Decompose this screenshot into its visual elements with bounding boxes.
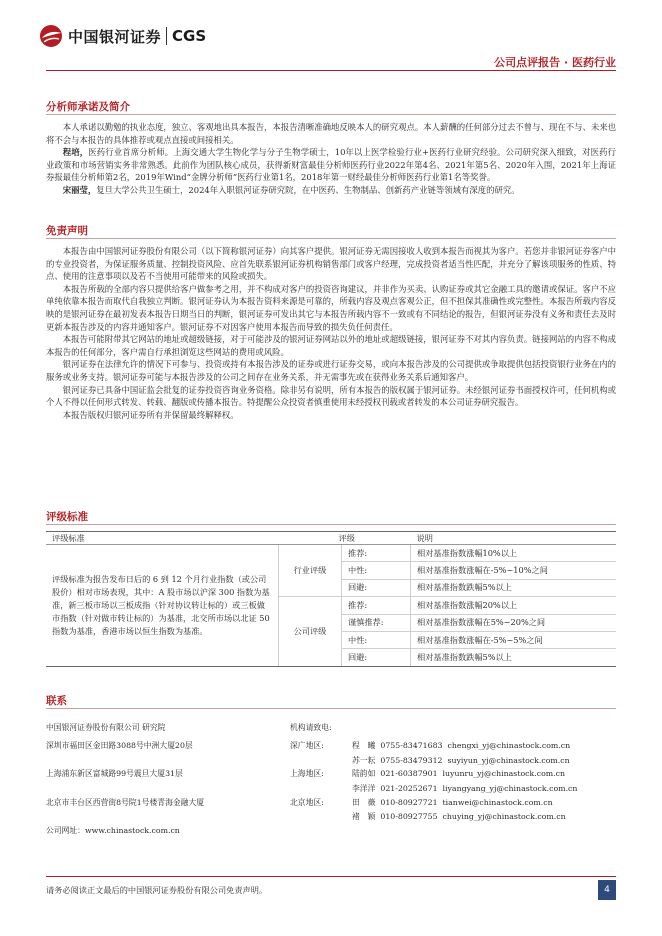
analyst-bio-2 (46, 184, 616, 197)
header-rule (46, 70, 616, 71)
rating-value: 回避: (342, 649, 411, 666)
contact-person (352, 797, 553, 809)
contact-phone: 010-80927721 (380, 798, 438, 807)
address-shanghai: 上海浦东新区富城路99号震旦大厦31层 (46, 769, 183, 778)
disclaimer-para: 本报告由中国银河证券股份有限公司（以下简称银河证券）向其客户提供。银河证券无需因接收人收到本报告而视其为客户。若您并非银河证券客户中的专业投资者，为保证服务质量、控制投资风险、应首先联系银河证券机构销售部门或客户经理，完成投资者适当性匹配，并充分了解该项服务的性质、特点、使用的注意事项以及若不当使用可能带来的风险或损失。 (46, 246, 616, 282)
rating-value: 中性: (342, 562, 411, 579)
rating-description: 相对基准指数涨幅在5%~20%之间 (411, 614, 617, 631)
logo-text-cn: 中国银河证券 (68, 27, 162, 46)
disclaimer-para: 银河证券已具备中国证监会批复的证券投资咨询业务资格。除非另有说明，所有本报告的版权属于银河证券。未经银河证券书面授权许可，任何机构或个人不得以任何形式转发、转载、翻版或传播本报告。特提醒公众投资者慎重使用未经授权刊载或者转发的本公司证券研究报告。 (46, 384, 616, 408)
contact-email[interactable]: suyiyun_yj@chinastock.com.cn (447, 756, 570, 765)
rating-description: 相对基准指数涨幅在-5%~10%之间 (411, 562, 617, 579)
contact-person (352, 755, 570, 767)
contact-section-rule (46, 708, 616, 709)
footer-disclaimer-note: 请务必阅读正文最后的中国银河证券股份有限公司免责声明。 (46, 885, 268, 895)
contact-email[interactable]: tianwei@chinastock.com.cn (442, 798, 553, 807)
disclaimer-para: 本报告可能附带其它网站的地址或超级链接，对于可能涉及的银河证券网站以外的地址或超级链接，银河证券不对其内容负责。链接网站的内容不构成本报告的任何部分，客户需自行承担浏览这些网站的费用或风险。 (46, 334, 616, 357)
contact-phone: 010-80927755 (380, 812, 438, 821)
logo-text-en: CGS (172, 27, 207, 45)
contact-name: 田 薇 (352, 798, 376, 807)
rating-table-header (46, 532, 616, 545)
disclaimer-para: 本报告所载的全部内容只提供给客户做参考之用，并不构成对客户的投资咨询建议，并非作为买卖、认购证券或其它金融工具的邀请或保证。客户不应单纯依靠本报告而取代自我独立判断。银河证券认为本报告资料来源是可靠的，所载内容及观点客观公正，但不担保其准确性或完整性。本报告所载内容反映的是银河证券在最初发表本报告日期当日的判断，银河证券可发出其它与本报告所载内容不一致或有不同结论的报告，但银河证券没有义务和责任去及时更新本报告涉及的内容并通知客户。银河证券不对因客户使用本报告而导致的损失负任何责任。 (46, 283, 616, 332)
rating-description: 相对基准指数跌幅5%以上 (411, 649, 617, 666)
rating-standard-text: 评级标准为报告发布日后的 6 到 12 个月行业指数（或公司股价）相对市场表现，其中：A 股市场以沪深 300 指数为基准，新三板市场以三板成指（针对协议转让标的）或三板做市指数（针对做市转让标的）为基准，北交所市场以北证 50 指数为基准，香港市场以恒生指数为基准。 (46, 545, 279, 667)
rating-section-title: 评级标准 (46, 511, 88, 523)
contact-name: 程 曦 (352, 741, 376, 750)
analyst-pledge: 本人承诺以勤勉的执业态度，独立、客观地出具本报告，本报告清晰准确地反映本人的研究观点。本人薪酬的任何部分过去不曾与、现在不与、未来也将不会与本报告的具体推荐或观点直接或间接相关。 (46, 122, 616, 145)
company-website[interactable]: 公司网址：www.chinastock.com.cn (46, 826, 180, 835)
contact-name: 李洋洋 (352, 784, 376, 793)
rating-value: 谨慎推荐: (342, 614, 411, 631)
disclaimer-para: 本报告版权归银河证券所有并保留最终解释权。 (62, 409, 239, 420)
industry-rating-label: 行业评级 (279, 545, 342, 597)
rating-description: 相对基准指数跌幅5%以上 (411, 579, 617, 596)
address-beijing: 北京市丰台区西营街8号院1号楼青海金融大厦 (46, 798, 205, 807)
analyst-bio-1-text: 医药行业首席分析师。上海交通大学生物化学与分子生物学硕士，10年以上医学检验行业+医药行业研究经验。公司研究深入细致，对医药行业政策和市场营销实务非常熟悉。此前作为团队核心成员，获得新财富最佳分析师医药行业2022年第4名、2021年第5名、2020年入围，2021年上海证券报最佳分析师第2名，2019年Wind“金牌分析师”医药行业第1名，2018年第一财经最佳分析师医药行业第1名等奖誉。 (46, 147, 617, 183)
contact-phone: 0755-83479312 (380, 756, 443, 765)
analyst-name-2: 宋丽莹， (62, 184, 97, 195)
contact-email[interactable]: liyangyang_yj@chinastock.com.cn (442, 784, 578, 793)
contact-email[interactable]: chengxi_yj@chinastock.com.cn (447, 741, 571, 750)
rating-value: 推荐: (342, 597, 411, 614)
table-row (46, 545, 616, 562)
company-logo (38, 22, 206, 50)
company-rating-label: 公司评级 (279, 597, 342, 667)
rating-value: 推荐: (342, 545, 411, 562)
contact-company: 中国银河证券股份有限公司 研究院 (46, 723, 166, 732)
rating-description: 相对基准指数涨幅10%以上 (411, 545, 617, 562)
disclaimer-para: 银河证券在法律允许的情况下可参与、投资或持有本报告涉及的证券或进行证券交易，或向本报告涉及的公司提供或争取提供包括投资银行业务在内的服务或业务支持。银河证券可能与本报告涉及的公司之间存在业务关系，并无需事先或在获得业务关系后通知客户。 (46, 359, 616, 382)
footer-rule (46, 876, 616, 877)
rating-value: 中性: (342, 631, 411, 648)
contact-person (352, 740, 570, 752)
region-label-shanghai: 上海地区: (290, 769, 324, 778)
analyst-name-1: 程培， (62, 147, 89, 158)
contact-section-title: 联系 (46, 695, 67, 707)
contact-person (352, 783, 577, 795)
contact-name: 褚 颖 (352, 812, 376, 821)
contact-email[interactable]: chuying_yj@chinastock.com.cn (442, 812, 566, 821)
rating-description: 相对基准指数涨幅20%以上 (411, 597, 617, 614)
analyst-section-title: 分析师承诺及简介 (46, 101, 130, 113)
address-shenzhen: 深圳市福田区金田路3088号中洲大厦20层 (46, 741, 193, 750)
rating-value: 回避: (342, 579, 411, 596)
rating-description: 相对基准指数涨幅在-5%~5%之间 (411, 631, 617, 648)
analyst-bio-2-text: 复旦大学公共卫生硕士，2024年入职银河证券研究院，在中医药、生物制品、创新药产业链等领域有深度的研究。 (96, 184, 520, 195)
rating-section-rule (46, 524, 616, 525)
contact-phone: 021-60387901 (380, 769, 438, 778)
region-label-beijing: 北京地区: (290, 798, 324, 807)
analyst-bio-1 (46, 146, 616, 184)
contact-phone: 021-20252671 (380, 784, 438, 793)
galaxy-logo-icon (38, 23, 64, 49)
analyst-section-body (46, 121, 616, 197)
logo-divider (166, 27, 167, 45)
disclaimer-section-body (46, 245, 616, 421)
header-standard: 评级标准 (46, 532, 279, 545)
page-number: 4 (598, 880, 616, 900)
contact-person (352, 768, 565, 780)
analyst-section-rule (46, 114, 616, 115)
header-rating: 评级 (279, 532, 411, 545)
contact-name: 苏一耘 (352, 756, 376, 765)
rating-table (46, 531, 616, 667)
contact-email[interactable]: luyunru_yj@chinastock.com.cn (442, 769, 566, 778)
contact-name: 陆韵如 (352, 769, 376, 778)
header-description: 说明 (411, 532, 617, 545)
report-type: 公司点评报告 · 医药行业 (494, 56, 616, 69)
contact-phone: 0755-83471683 (380, 741, 443, 750)
sales-contact-title: 机构请致电: (290, 723, 332, 732)
disclaimer-section-title: 免责声明 (46, 225, 88, 237)
region-label-shenzhen: 深广地区: (290, 741, 324, 750)
disclaimer-section-rule (46, 238, 616, 239)
contact-person (352, 811, 566, 823)
